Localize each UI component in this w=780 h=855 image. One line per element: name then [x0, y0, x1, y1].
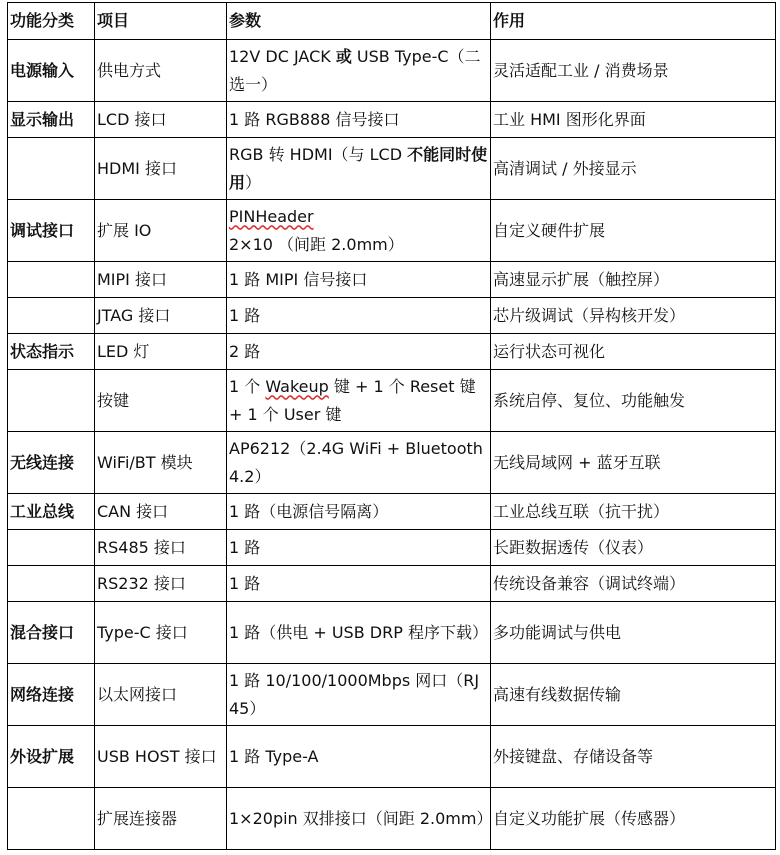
table-row [8, 102, 776, 138]
category-cell: 电源输入 [8, 40, 95, 102]
table-row [8, 664, 776, 726]
params-cell: AP6212（2.4G WiFi + Bluetooth 4.2） [227, 432, 491, 494]
usage-cell: 高清调试 / 外接显示 [491, 138, 776, 200]
table-row [8, 726, 776, 788]
item-cell: WiFi/BT 模块 [95, 432, 227, 494]
item-cell: 按键 [95, 370, 227, 432]
params-cell: 1 路 RGB888 信号接口 [227, 102, 491, 138]
item-cell: 以太网接口 [95, 664, 227, 726]
item-cell: 供电方式 [95, 40, 227, 102]
item-cell: RS485 接口 [95, 530, 227, 566]
usage-cell: 自定义功能扩展（传感器） [491, 788, 776, 850]
item-cell: 扩展连接器 [95, 788, 227, 850]
header-category: 功能分类 [8, 3, 95, 40]
category-cell [8, 298, 95, 334]
params-cell: RGB 转 HDMI（与 LCD 不能同时使用） [227, 138, 491, 200]
table-row [8, 138, 776, 200]
table-row [8, 788, 776, 850]
usage-cell: 传统设备兼容（调试终端） [491, 566, 776, 602]
table-row [8, 530, 776, 566]
params-cell: 1 路 [227, 530, 491, 566]
category-cell: 状态指示 [8, 334, 95, 370]
params-cell: 1 路 Type-A [227, 726, 491, 788]
table-row [8, 432, 776, 494]
table-row [8, 370, 776, 432]
item-cell: RS232 接口 [95, 566, 227, 602]
usage-cell: 外接键盘、存储设备等 [491, 726, 776, 788]
header-item: 项目 [95, 3, 227, 40]
item-cell: LCD 接口 [95, 102, 227, 138]
usage-cell: 系统启停、复位、功能触发 [491, 370, 776, 432]
params-cell: 1 路 10/100/1000Mbps 网口（RJ45） [227, 664, 491, 726]
params-cell: 1 个 Wakeup 键 + 1 个 Reset 键 + 1 个 User 键 [227, 370, 491, 432]
category-cell: 调试接口 [8, 200, 95, 262]
table-row [8, 334, 776, 370]
category-cell: 无线连接 [8, 432, 95, 494]
usage-cell: 工业总线互联（抗干扰） [491, 494, 776, 530]
item-cell: CAN 接口 [95, 494, 227, 530]
category-cell [8, 566, 95, 602]
usage-cell: 高速有线数据传输 [491, 664, 776, 726]
category-cell: 网络连接 [8, 664, 95, 726]
usage-cell: 灵活适配工业 / 消费场景 [491, 40, 776, 102]
item-cell: USB HOST 接口 [95, 726, 227, 788]
table-row [8, 262, 776, 298]
usage-cell: 自定义硬件扩展 [491, 200, 776, 262]
params-cell: 1 路（电源信号隔离） [227, 494, 491, 530]
category-cell: 显示输出 [8, 102, 95, 138]
item-cell: 扩展 IO [95, 200, 227, 262]
table-row [8, 200, 776, 262]
params-cell: 1 路 [227, 298, 491, 334]
item-cell: LED 灯 [95, 334, 227, 370]
category-cell [8, 262, 95, 298]
spec-table [7, 2, 776, 850]
params-cell: 1 路（供电 + USB DRP 程序下载） [227, 602, 491, 664]
category-cell: 工业总线 [8, 494, 95, 530]
header-params: 参数 [227, 3, 491, 40]
table-row [8, 602, 776, 664]
usage-cell: 多功能调试与供电 [491, 602, 776, 664]
item-cell: HDMI 接口 [95, 138, 227, 200]
usage-cell: 无线局域网 + 蓝牙互联 [491, 432, 776, 494]
table-row [8, 494, 776, 530]
item-cell: MIPI 接口 [95, 262, 227, 298]
params-cell: 1×20pin 双排接口（间距 2.0mm） [227, 788, 491, 850]
params-cell: 2 路 [227, 334, 491, 370]
item-cell: Type-C 接口 [95, 602, 227, 664]
params-cell: 12V DC JACK 或 USB Type-C（二选一） [227, 40, 491, 102]
usage-cell: 运行状态可视化 [491, 334, 776, 370]
category-cell [8, 788, 95, 850]
table-row [8, 298, 776, 334]
table-row [8, 40, 776, 102]
params-cell: 1 路 [227, 566, 491, 602]
category-cell: 外设扩展 [8, 726, 95, 788]
usage-cell: 芯片级调试（异构核开发） [491, 298, 776, 334]
usage-cell: 高速显示扩展（触控屏） [491, 262, 776, 298]
table-row [8, 566, 776, 602]
category-cell [8, 530, 95, 566]
params-cell: 1 路 MIPI 信号接口 [227, 262, 491, 298]
category-cell: 混合接口 [8, 602, 95, 664]
usage-cell: 长距数据透传（仪表） [491, 530, 776, 566]
header-row [8, 3, 776, 40]
params-cell: PINHeader 2×10 （间距 2.0mm） [227, 200, 491, 262]
category-cell [8, 370, 95, 432]
category-cell [8, 138, 95, 200]
header-usage: 作用 [491, 3, 776, 40]
usage-cell: 工业 HMI 图形化界面 [491, 102, 776, 138]
item-cell: JTAG 接口 [95, 298, 227, 334]
